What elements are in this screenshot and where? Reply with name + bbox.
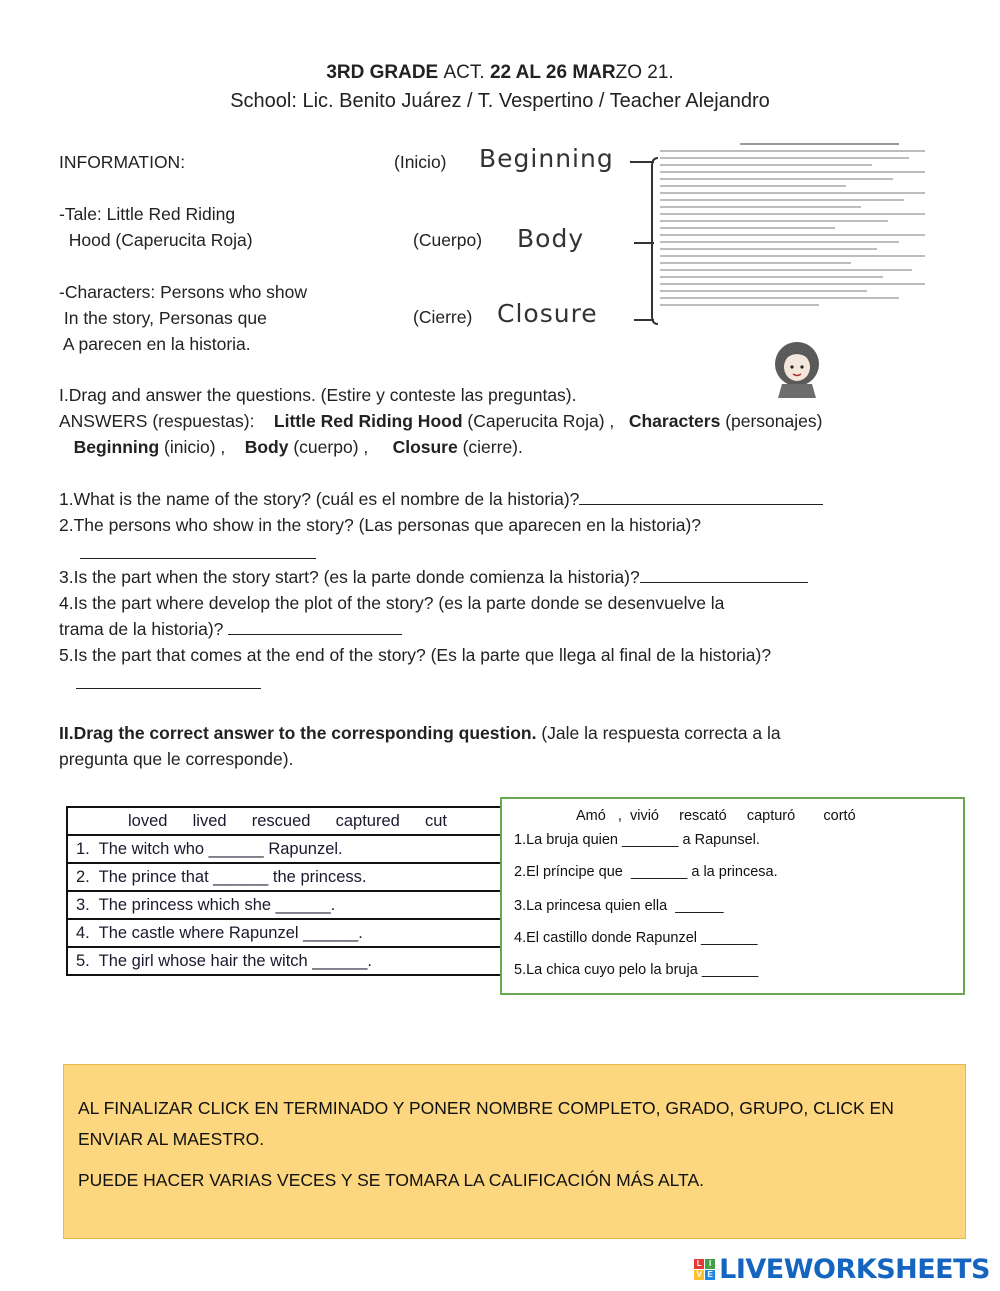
part-label-cuerpo: (Cuerpo) (413, 230, 483, 250)
list-item[interactable]: 4.El castillo donde Rapunzel _______ (514, 930, 758, 946)
logo-mark-letter: L (694, 1259, 704, 1269)
question-1 (59, 486, 823, 512)
section2-instruction (59, 720, 781, 746)
tale-line-2: Hood (Caperucita Roja) (59, 230, 253, 250)
worksheet-title (0, 62, 1000, 84)
table-row[interactable]: 4. The castle where Rapunzel ______. (67, 919, 501, 947)
section1-instruction: I.Drag and answer the questions. (Estire y conteste las preguntas). (59, 385, 577, 405)
list-item[interactable]: 5.La chica cuyo pelo la bruja _______ (514, 962, 759, 978)
information-label: INFORMATION: (59, 152, 186, 172)
question-3 (59, 564, 808, 590)
spanish-word-bank: Amó , vivió rescató capturó cortó (576, 808, 856, 824)
tale-line-1: -Tale: Little Red Riding (59, 204, 236, 224)
story-text-thumbnail (660, 143, 925, 311)
answer-blank[interactable] (228, 616, 402, 635)
title-part: ACT. (443, 62, 490, 83)
part-word-body: Body (517, 224, 585, 253)
question-text: 3.Is the part when the story start? (es la parte donde comienza la historia)? (59, 567, 640, 587)
english-sentences-table (66, 806, 502, 976)
answer-blank[interactable] (76, 670, 261, 694)
question-text: 1.What is the name of the story? (cuál es el nombre de la historia)? (59, 489, 580, 509)
question-4-cont (59, 616, 402, 642)
title-part: ZO 21. (615, 62, 674, 83)
table-row[interactable]: 1. The witch who ______ Rapunzel. (67, 835, 501, 863)
question-2: 2.The persons who show in the story? (Las personas que aparecen en la historia)? (59, 515, 702, 535)
story-bracket (620, 150, 660, 330)
question-4: 4.Is the part where develop the plot of the story? (es la parte donde se desenvuelve la (59, 593, 725, 613)
answers-label: ANSWERS (respuestas): (59, 411, 255, 431)
section2-instruction-rest: (Jale la respuesta correcta a la (536, 723, 781, 743)
answer-translation: (cierre). (462, 437, 523, 457)
logo-mark-icon (694, 1259, 715, 1280)
brand-name: LIVEWORKSHEETS (719, 1253, 990, 1285)
notice-line-1: AL FINALIZAR CLICK EN TERMINADO Y PONER NOMBRE COMPLETO, GRADO, GRUPO, CLICK EN ENVIAR AL MAESTRO. (78, 1098, 894, 1149)
school-line: School: Lic. Benito Juárez / T. Vespertino / Teacher Alejandro (230, 90, 770, 112)
section2-instruction-bold: II.Drag the correct answer to the corresponding question. (59, 723, 537, 743)
answer-term[interactable]: Closure (392, 437, 458, 457)
logo-mark-letter: I (705, 1259, 715, 1269)
list-item[interactable]: 2.El príncipe que _______ a la princesa. (514, 864, 778, 880)
part-label-cierre: (Cierre) (413, 307, 473, 327)
answer-term[interactable]: Beginning (73, 437, 160, 457)
answer-blank[interactable] (80, 540, 316, 564)
answer-term[interactable]: Body (244, 437, 289, 457)
answer-translation: (inicio) , (164, 437, 226, 457)
characters-line-3: A parecen en la historia. (59, 334, 251, 354)
instructions-notice (63, 1064, 966, 1239)
red-riding-hood-icon (768, 338, 826, 400)
question-text: trama de la historia)? (59, 619, 224, 639)
part-word-beginning: Beginning (479, 144, 614, 173)
characters-line-1: -Characters: Persons who show (59, 282, 308, 302)
list-item[interactable]: 3.La princesa quien ella ______ (514, 898, 724, 914)
table-row[interactable]: 2. The prince that ______ the princess. (67, 863, 501, 891)
answer-term[interactable]: Characters (628, 411, 721, 431)
answer-translation: (cuerpo) , (293, 437, 369, 457)
part-label-inicio: (Inicio) (394, 152, 447, 172)
table-row[interactable]: 3. The princess which she ______. (67, 891, 501, 919)
title-part: 22 AL 26 MAR (489, 62, 616, 83)
answer-translation: (personajes) (725, 411, 823, 431)
table-row[interactable]: 5. The girl whose hair the witch ______. (67, 947, 501, 975)
part-word-closure: Closure (497, 299, 598, 328)
question-5: 5.Is the part that comes at the end of the story? (Es la parte que llega al final de la historia)? (59, 645, 772, 665)
answer-term[interactable]: Little Red Riding Hood (273, 411, 463, 431)
logo-mark-letter: V (694, 1270, 704, 1280)
liveworksheets-logo[interactable] (694, 1252, 990, 1286)
spanish-sentences-box (500, 797, 965, 995)
answer-blank[interactable] (640, 564, 808, 583)
list-item[interactable]: 1.La bruja quien _______ a Rapunsel. (514, 832, 760, 848)
notice-line-2: PUEDE HACER VARIAS VECES Y SE TOMARA LA CALIFICACIÓN MÁS ALTA. (78, 1170, 704, 1190)
characters-line-2: In the story, Personas que (59, 308, 267, 328)
title-part: 3RD GRADE (326, 62, 444, 83)
answers-line-2 (59, 434, 523, 460)
english-word-bank: loved lived rescued captured cut (67, 807, 501, 835)
answer-translation: (Caperucita Roja) , (467, 411, 615, 431)
answers-line-1 (59, 408, 822, 434)
answer-blank[interactable] (579, 486, 823, 505)
logo-mark-letter: E (705, 1270, 715, 1280)
section2-instruction-line2: pregunta que le corresponde). (59, 749, 294, 769)
